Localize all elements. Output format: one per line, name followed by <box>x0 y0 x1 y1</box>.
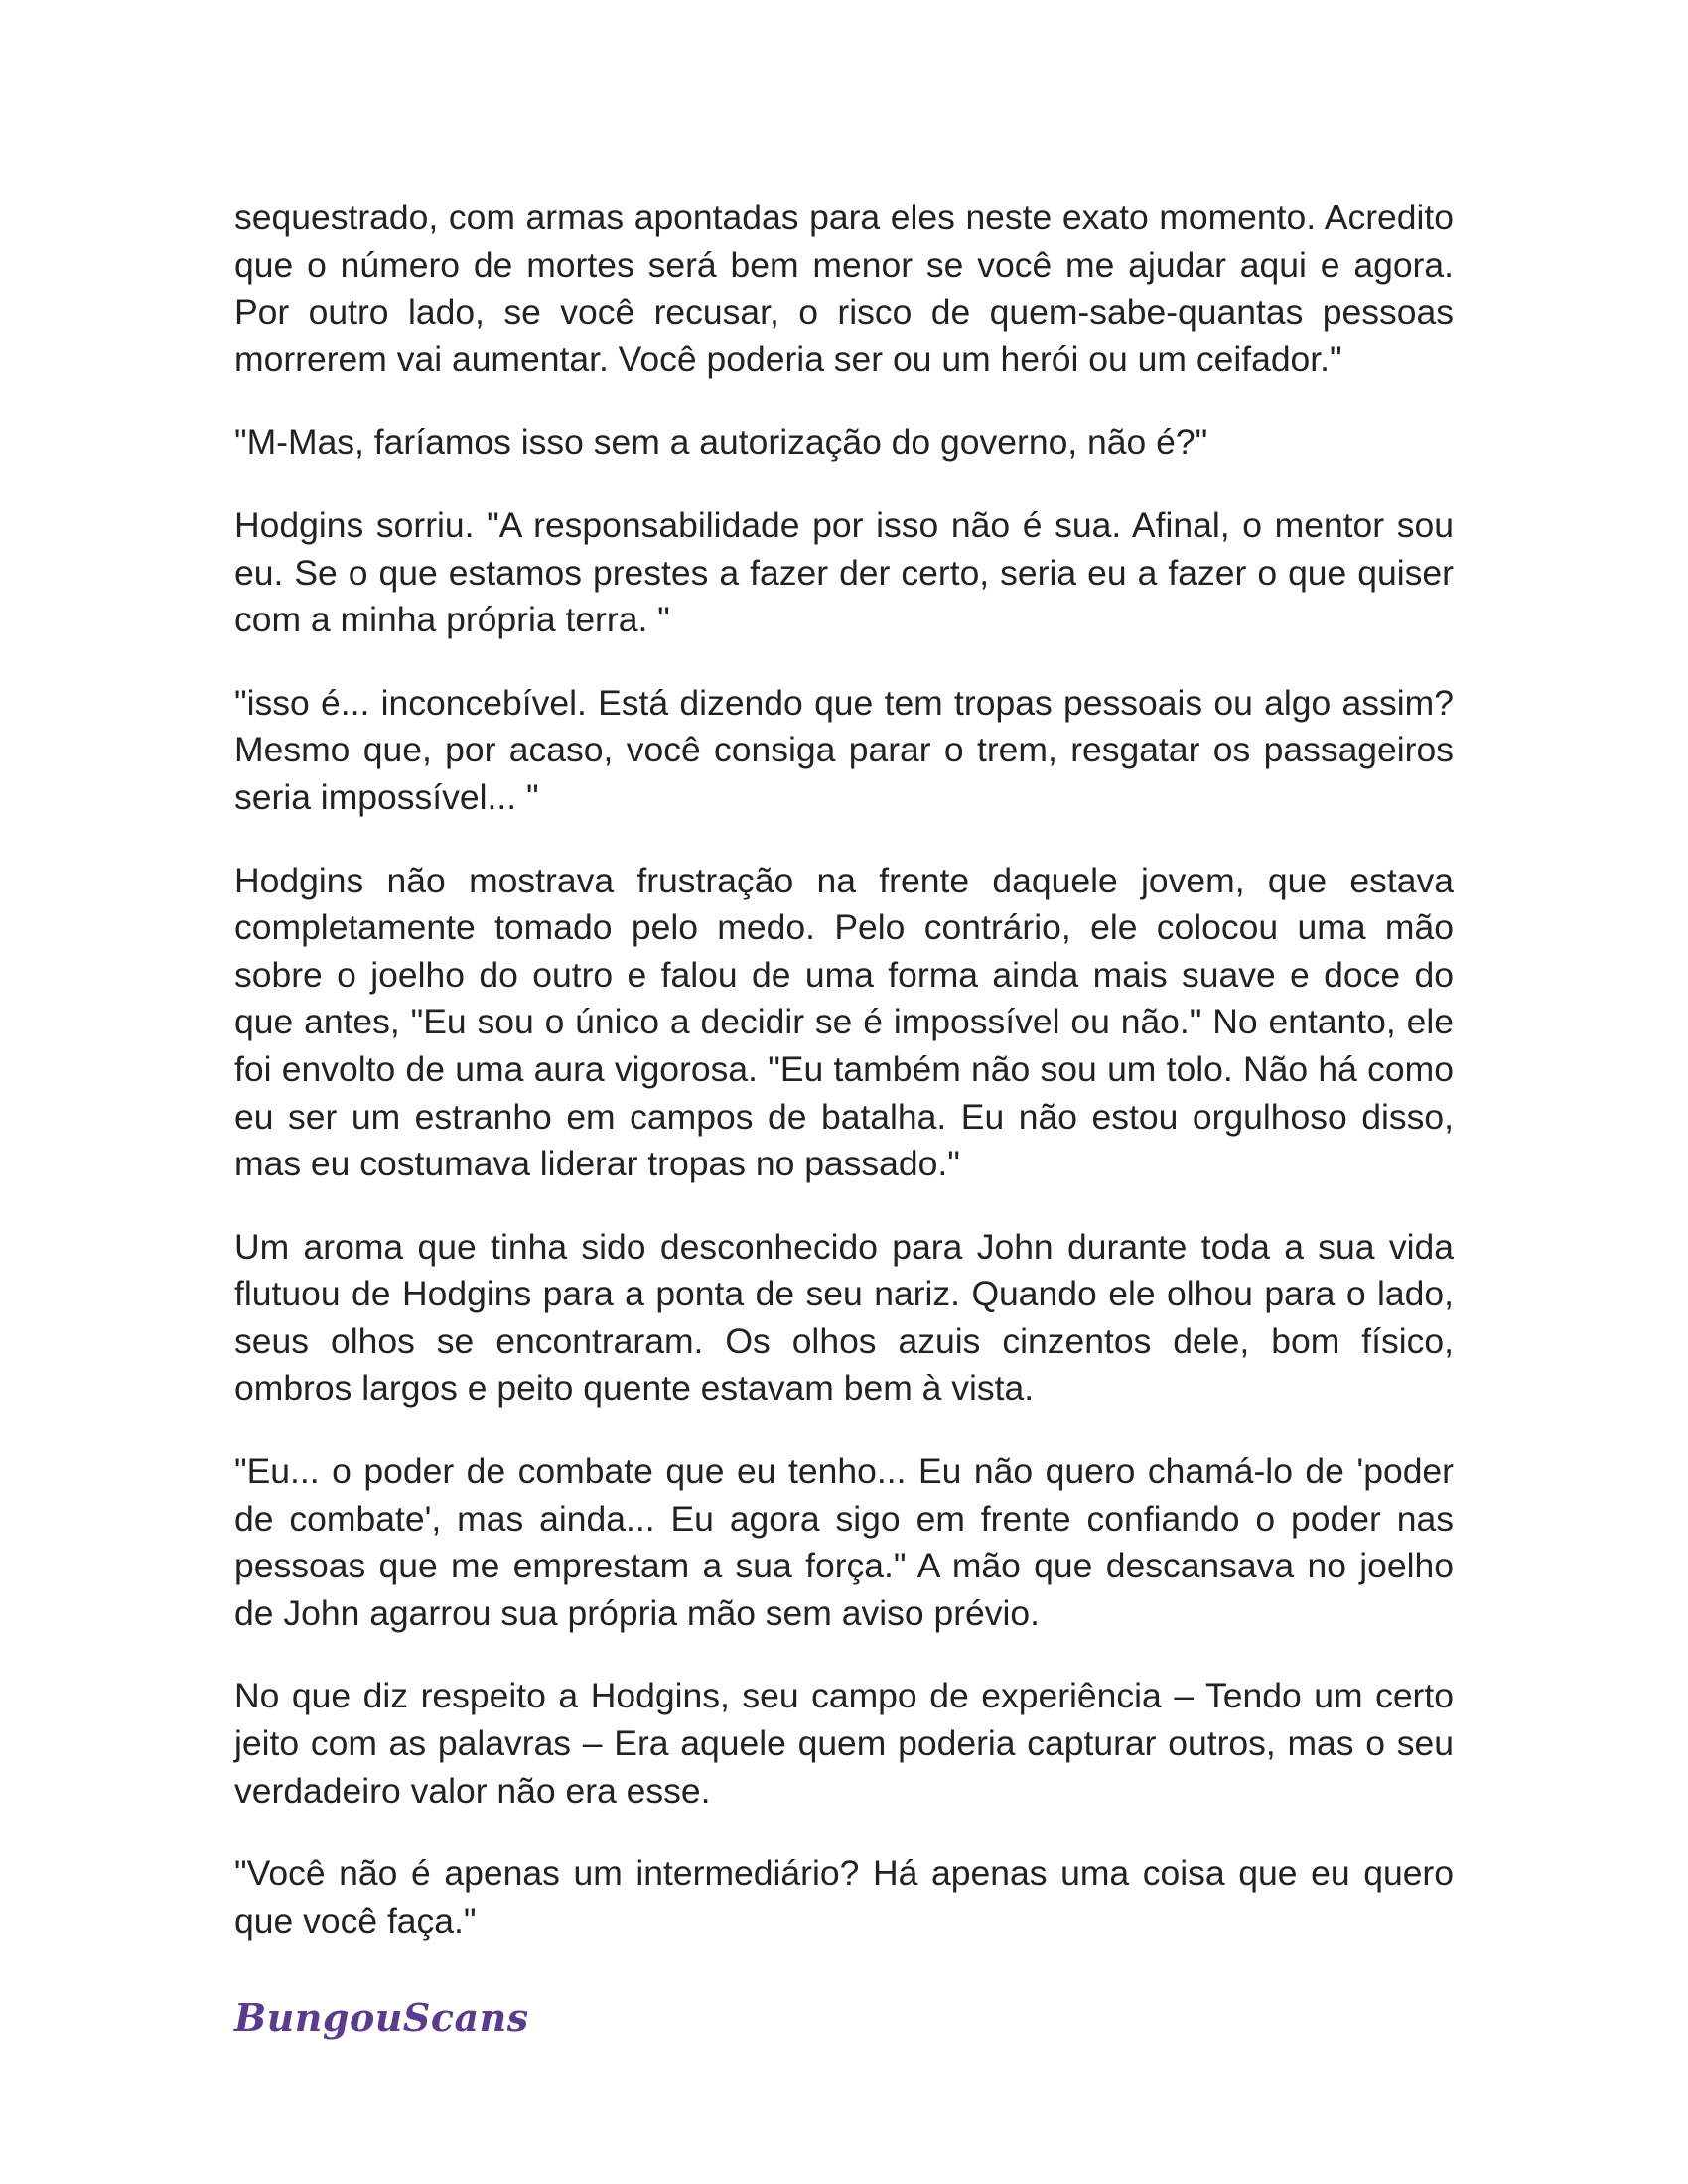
paragraph: sequestrado, com armas apontadas para eles neste exato momento. Acredito que o número de mortes será bem menor se você me ajudar aqui e agora. Por outro lado, se você recusar, o risco de quem-sabe-quantas pessoas morrerem vai aumentar. Você poderia ser ou um herói ou um ceifador." <box>234 198 1454 379</box>
paragraph: "Eu... o poder de combate que eu tenho... Eu não quero chamá-lo de 'poder de combate', mas ainda... Eu agora sigo em frente confiando o poder nas pessoas que me emprestam a sua força." A mão que descansava no joelho de John agarrou sua própria mão sem aviso prévio. <box>234 1451 1454 1633</box>
paragraph: Hodgins não mostrava frustração na frente daquele jovem, que estava completamente tomado pelo medo. Pelo contrário, ele colocou uma mão sobre o joelho do outro e falou de uma forma ainda mais suave e doce do que antes, "Eu sou o único a decidir se é impossível ou não." No entanto, ele foi envolto de uma aura vigorosa. "Eu também não sou um tolo. Não há como eu ser um estranho em campos de batalha. Eu não estou orgulhoso disso, mas eu costumava liderar tropas no passado." <box>234 860 1454 1184</box>
paragraph: "isso é... inconcebível. Está dizendo que tem tropas pessoais ou algo assim? Mesmo que, por acaso, você consiga parar o trem, resgatar os passageiros seria impossível... " <box>234 682 1454 817</box>
document-body <box>234 195 1454 1980</box>
paragraph: "Você não é apenas um intermediário? Há apenas uma coisa que eu quero que você faça." <box>234 1853 1454 1941</box>
paragraph: "M-Mas, faríamos isso sem a autorização do governo, não é?" <box>234 422 1208 463</box>
scanlation-watermark: BungouScans <box>234 1995 529 2040</box>
paragraph: Um aroma que tinha sido desconhecido para John durante toda a sua vida flutuou de Hodgins para a ponta de seu nariz. Quando ele olhou para o lado, seus olhos se encontraram. Os olhos azuis cinzentos dele, bom físico, ombros largos e peito quente estavam bem à vista. <box>234 1226 1454 1409</box>
paragraph: No que diz respeito a Hodgins, seu campo de experiência – Tendo um certo jeito com as palavras – Era aquele quem poderia capturar outros, mas o seu verdadeiro valor não era esse. <box>234 1676 1454 1811</box>
paragraph: Hodgins sorriu. "A responsabilidade por isso não é sua. Afinal, o mentor sou eu. Se o que estamos prestes a fazer der certo, seria eu a fazer o que quiser com a minha própria terra. " <box>234 504 1454 640</box>
